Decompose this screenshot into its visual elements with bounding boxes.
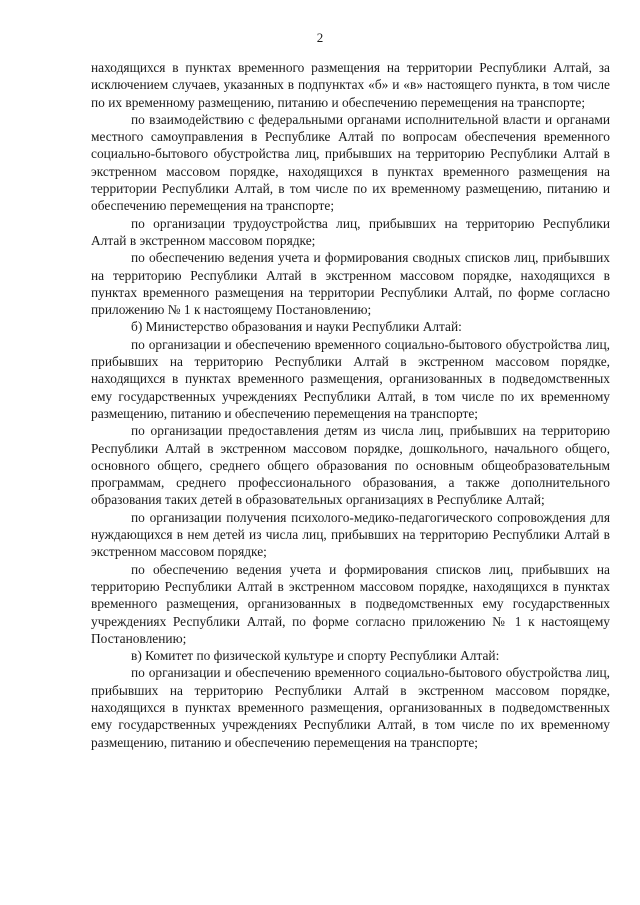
- page-number: 2: [316, 30, 324, 45]
- paragraph: по обеспечению ведения учета и формирования сводных списков лиц, прибывших на территорию Республики Алтай в экстренном массовом порядке, находящихся в пунктах временного размещения на территории Республики Алтай, по форме согласно приложению № 1 к настоящему Постановлению;: [91, 250, 610, 318]
- section-heading: б) Министерство образования и науки Республики Алтай:: [131, 319, 462, 335]
- paragraph: по организации получения психолого-медико-педагогического сопровождения для нуждающихся в нем детей из числа лиц, прибывших на территорию Республики Алтай в экстренном массовом порядке;: [91, 509, 610, 560]
- paragraph: по организации трудоустройства лиц, прибывших на территорию Республики Алтай в экстренном массовом порядке;: [91, 215, 610, 248]
- paragraph: по взаимодействию с федеральными органами исполнительной власти и органами местного самоуправления в Республике Алтай по вопросам обеспечения временного социально-бытового обустройства лиц, прибывших на территорию Республики Алтай в экстренном массовом порядке, находящихся в пунктах временного размещения на территории Республики Алтай, в том числе по их временному размещению, питанию и обеспечению перемещения на транспорте;: [91, 111, 610, 214]
- paragraph: находящихся в пунктах временного размещения на территории Республики Алтай, за исключением случаев, указанных в подпунктах «б» и «в» настоящего пункта, в том числе по их временному размещению, питанию и обеспечению перемещения на транспорте;: [91, 60, 610, 110]
- paragraph: по организации и обеспечению временного социально-бытового обустройства лиц, прибывших на территорию Республики Алтай в экстренном массовом порядке, находящихся в пунктах временного размещения, организованных в подведомственных ему государственных учреждениях Республики Алтай, в том числе по их временному размещению, питанию и обеспечению перемещения на транспорте;: [91, 665, 610, 750]
- paragraph: по обеспечению ведения учета и формирования списков лиц, прибывших на территорию Республики Алтай в экстренном массовом порядке, находящихся в пунктах временного размещения, организованных в подведомственных ему государственных учреждениях Республики Алтай, по форме согласно приложению № 1 к настоящему Постановлению;: [91, 561, 610, 646]
- paragraph: по организации предоставления детям из числа лиц, прибывших на территорию Республики Алтай в экстренном массовом порядке, дошкольного, начального общего, основного общего, среднего общего образования по основным общеобразовательным программам, среднего профессионального образования, а также дополнительного образования таких детей в образовательных организациях в Республике Алтай;: [91, 423, 610, 508]
- section-heading: в) Комитет по физической культуре и спорту Республики Алтай:: [131, 648, 500, 664]
- document-body: [91, 59, 610, 751]
- paragraph: по организации и обеспечению временного социально-бытового обустройства лиц, прибывших на территорию Республики Алтай в экстренном массовом порядке, находящихся в пунктах временного размещения, организованных в подведомственных ему государственных учреждениях Республики Алтай, в том числе по их временному размещению, питанию и обеспечению перемещения на транспорте;: [91, 336, 610, 421]
